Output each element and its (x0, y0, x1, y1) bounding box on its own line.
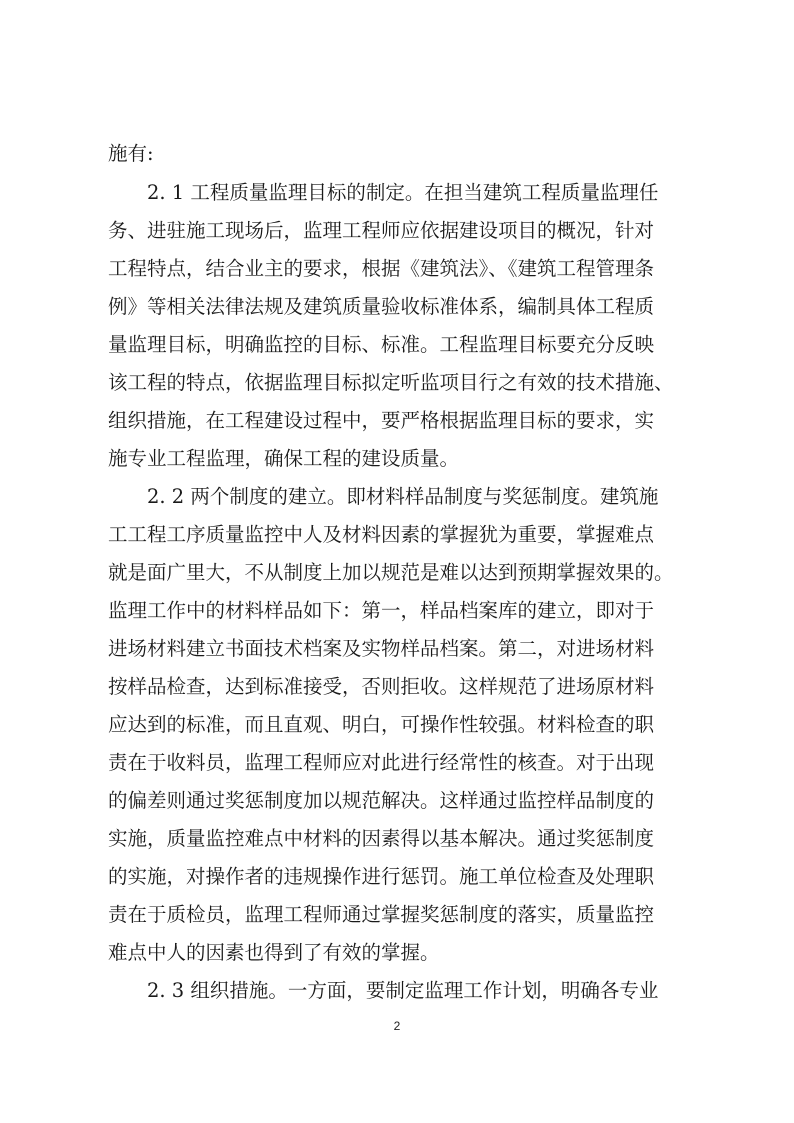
paragraph-line: 应达到的标准，而且直观、明白，可操作性较强。材料检查的职 (108, 713, 655, 736)
paragraph-line: 2. 1 工程质量监理目标的制定。在担当建筑工程质量监理任 (147, 181, 659, 204)
paragraph-line: 责在于质检员，监理工程师通过掌握奖惩制度的落实，质量监控 (108, 903, 655, 926)
paragraph-line: 组织措施，在工程建设过程中，要严格根据监理目标的要求，实 (108, 409, 655, 432)
paragraph-line: 该工程的特点，依据监理目标拟定听监项目行之有效的技术措施、 (108, 371, 674, 394)
paragraph-line: 按样品检查，达到标准接受，否则拒收。这样规范了进场原材料 (108, 675, 655, 698)
paragraph-line: 进场材料建立书面技术档案及实物样品档案。第二，对进场材料 (108, 637, 655, 660)
paragraph-line: 工程特点，结合业主的要求，根据《建筑法》、《建筑工程管理条 (108, 257, 655, 280)
paragraph-line: 量监理目标，明确监控的目标、标准。工程监理目标要充分反映 (108, 333, 655, 356)
paragraph-line: 的偏差则通过奖惩制度加以规范解决。这样通过监控样品制度的 (108, 789, 655, 812)
paragraph-line: 难点中人的因素也得到了有效的掌握。 (108, 941, 440, 964)
paragraph-line: 例》等相关法律法规及建筑质量验收标准体系，编制具体工程质 (108, 295, 655, 318)
body-line: 施有: (108, 142, 154, 165)
paragraph-line: 就是面广里大，不从制度上加以规范是难以达到预期掌握效果的。 (108, 561, 674, 584)
page-number: 2 (393, 1019, 401, 1033)
paragraph-line: 务、进驻施工现场后，监理工程师应依据建设项目的概况，针对 (108, 219, 655, 242)
paragraph-line: 2. 2 两个制度的建立。即材料样品制度与奖惩制度。建筑施 (147, 485, 659, 508)
paragraph-line: 工工程工序质量监控中人及材料因素的掌握犹为重要，掌握难点 (108, 523, 655, 546)
paragraph-line: 2. 3 组织措施。一方面，要制定监理工作计划，明确各专业 (147, 979, 659, 1002)
paragraph-line: 的实施，对操作者的违规操作进行惩罚。施工单位检查及处理职 (108, 865, 655, 888)
paragraph-line: 施专业工程监理，确保工程的建设质量。 (108, 447, 460, 470)
paragraph-line: 实施，质量监控难点中材料的因素得以基本解决。通过奖惩制度 (108, 827, 655, 850)
paragraph-line: 监理工作中的材料样品如下：第一，样品档案库的建立，即对于 (108, 599, 655, 622)
paragraph-line: 责在于收料员，监理工程师应对此进行经常性的核查。对于出现 (108, 751, 655, 774)
